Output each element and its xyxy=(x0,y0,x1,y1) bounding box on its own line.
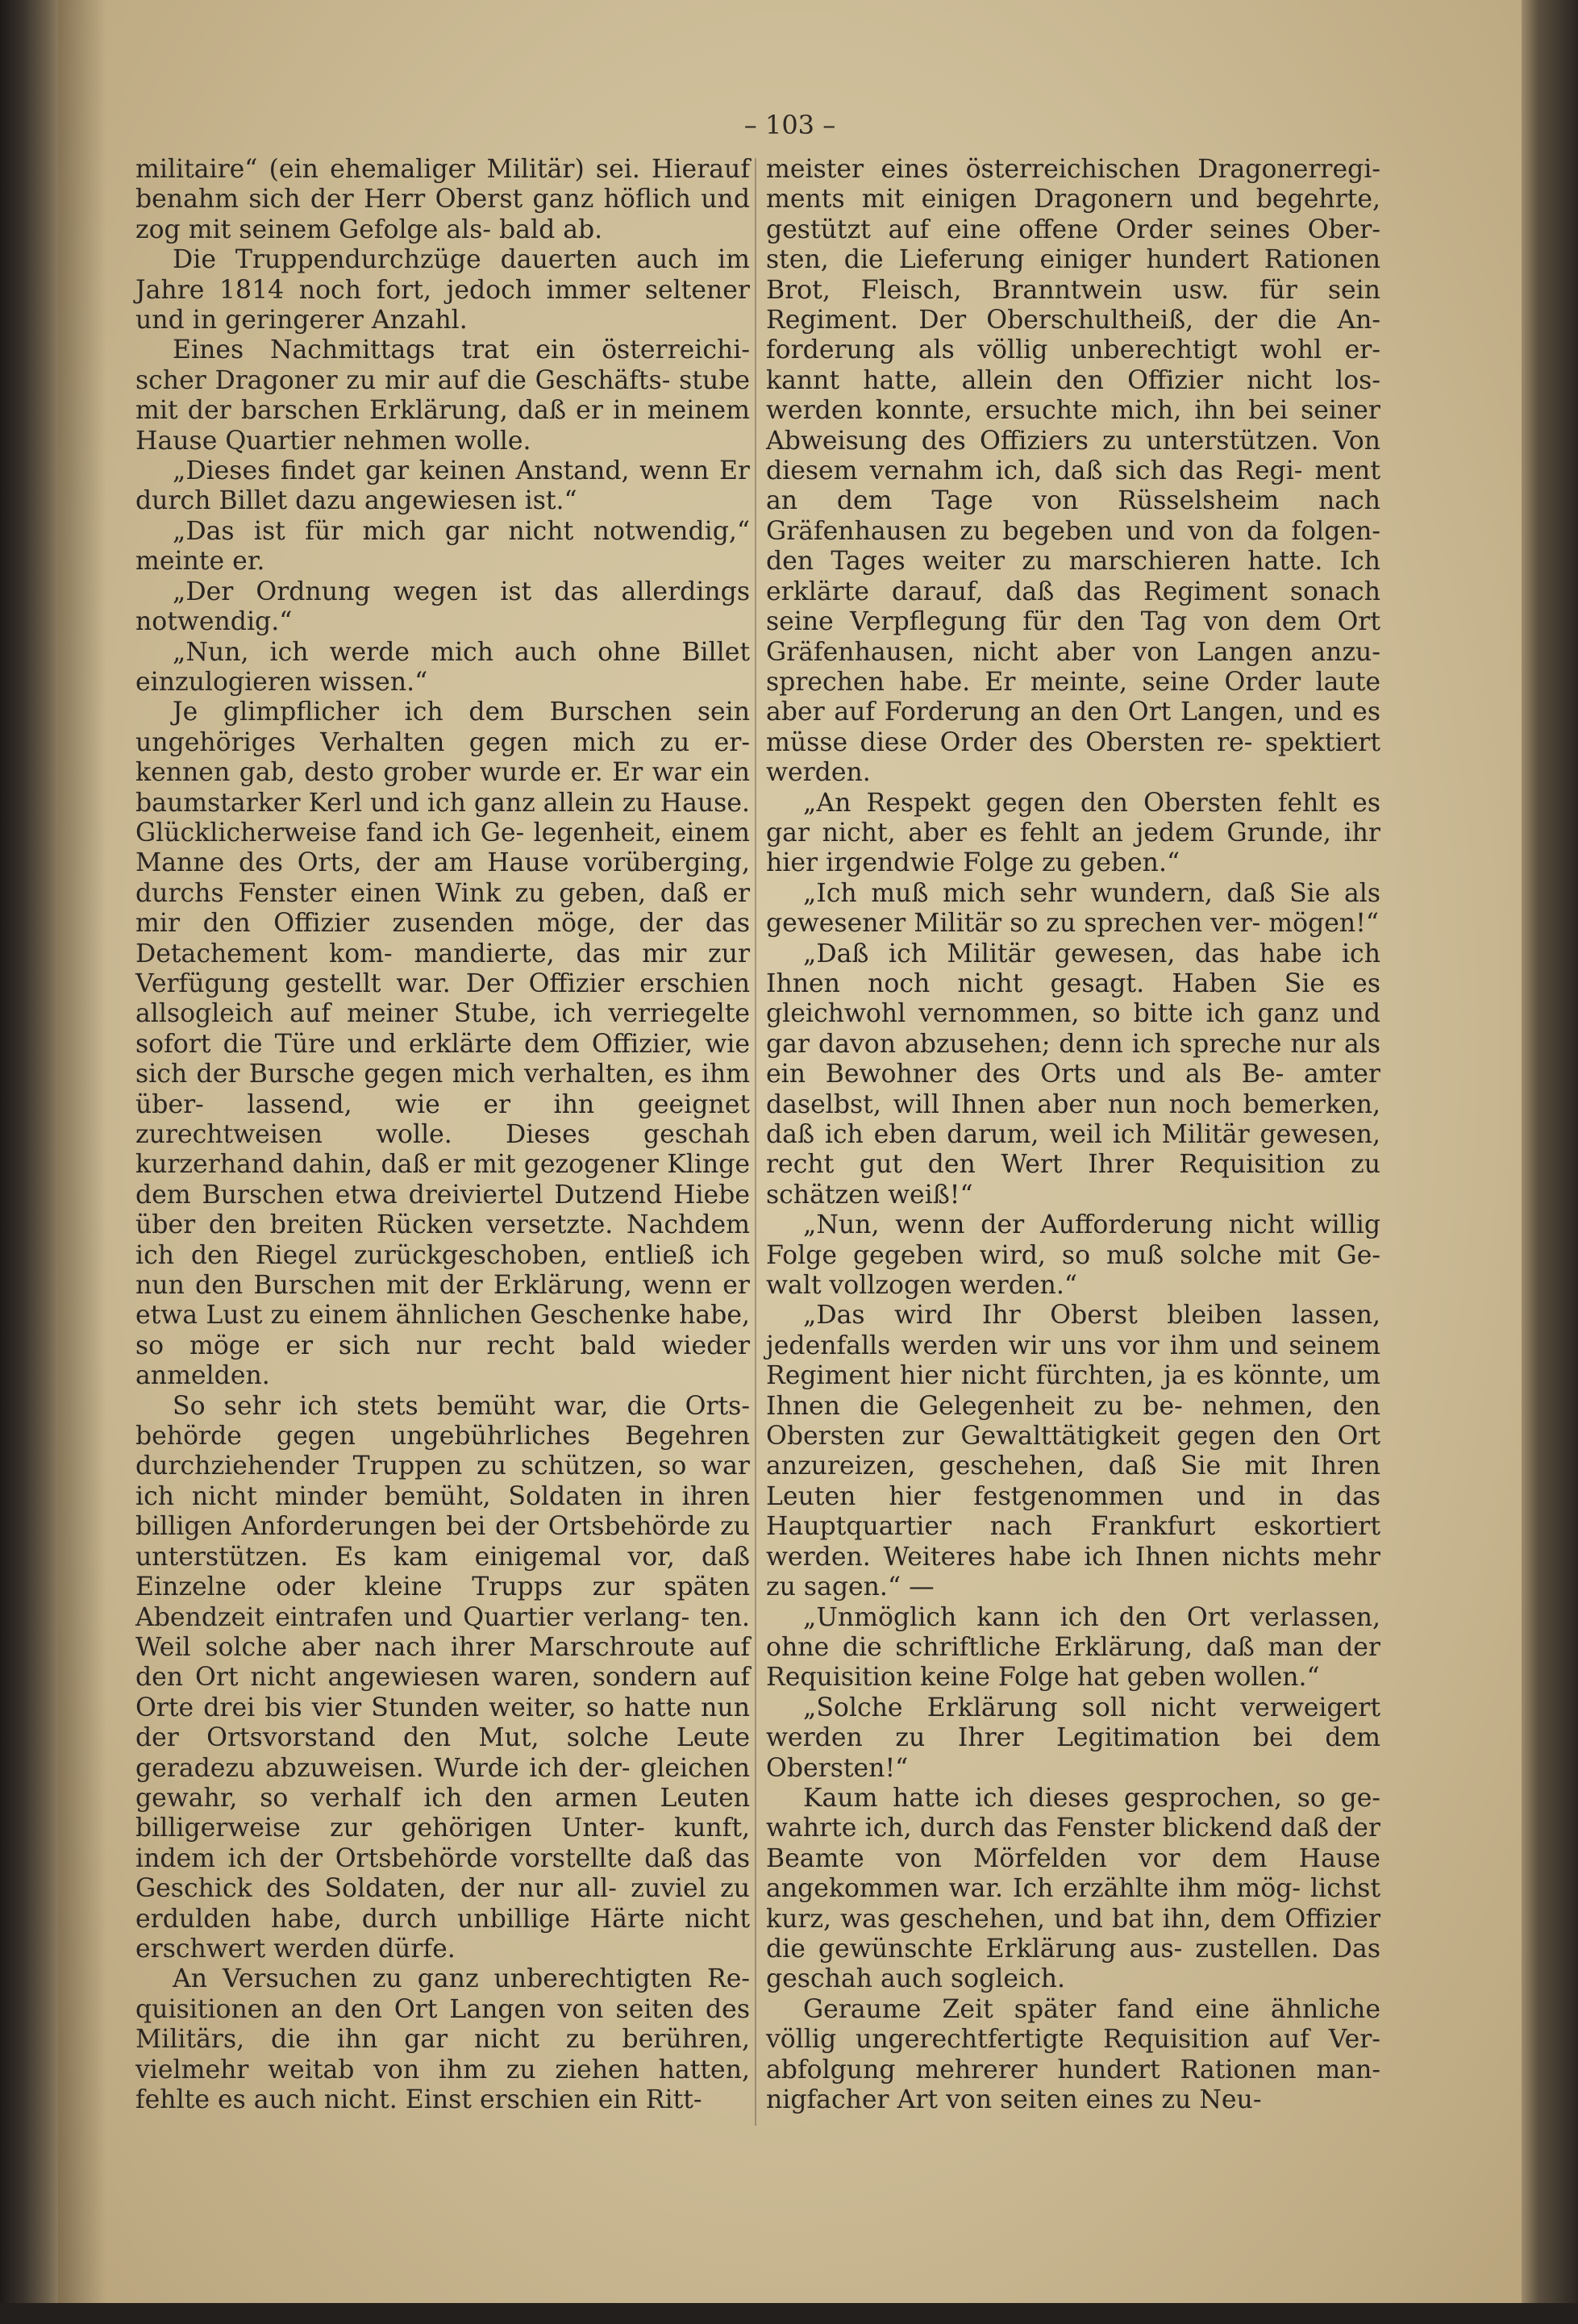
paragraph: „Daß ich Militär gewesen, das habe ich Ihnen noch nicht gesagt. Haben Sie es gleichwohl vernommen, so bitte ich ganz und gar davon abzusehen; denn ich spreche nur als ein Bewohner des Orts und als Be- amter daselbst, will Ihnen aber nun noch bemerken, daß ich eben darum, weil ich Militär gewesen, recht gut den Wert Ihrer Requisition zu schätzen weiß!“ xyxy=(766,939,1380,1210)
bottom-edge xyxy=(0,2303,1578,2324)
paragraph: „Das ist für mich gar nicht notwendig,“ meinte er. xyxy=(135,516,750,577)
paragraph: Die Truppendurchzüge dauerten auch im Jahre 1814 noch fort, jedoch immer seltener und in geringerer Anzahl. xyxy=(135,245,750,335)
paragraph: Kaum hatte ich dieses gesprochen, so ge- wahrte ich, durch das Fenster blickend daß der Beamte von Mörfelden vor dem Hause angekommen war. Ich erzählte ihm mög- lichst kurz, was geschehen, und bat ihn, dem Offizier die gewünschte Erklärung aus- zustellen. Das geschah auch sogleich. xyxy=(766,1783,1380,1994)
paragraph: „Solche Erklärung soll nicht verweigert werden zu Ihrer Legitimation bei dem Obersten!“ xyxy=(766,1693,1380,1783)
paragraph: „Der Ordnung wegen ist das allerdings notwendig.“ xyxy=(135,577,750,637)
paragraph: „Das wird Ihr Oberst bleiben lassen, jedenfalls werden wir uns vor ihm und seinem Regiment hier nicht fürchten, ja es könnte, um Ihnen die Gelegenheit zu be- nehmen, den Obersten zur Gewalttätigkeit gegen den Ort anzureizen, geschehen, daß Sie mit Ihren Leuten hier festgenommen und in das Hauptquartier nach Frankfurt eskortiert werden. Weiteres habe ich Ihnen nichts mehr zu sagen.“ — xyxy=(766,1301,1380,1602)
paragraph: Eines Nachmittags trat ein österreichi- scher Dragoner zu mir auf die Geschäfts- stube mit der barschen Erklärung, daß er in meinem Hause Quartier nehmen wolle. xyxy=(135,335,750,456)
paragraph: So sehr ich stets bemüht war, die Orts- behörde gegen ungebührliches Begehren durchziehender Truppen zu schützen, so war ich nicht minder bemüht, Soldaten in ihren billigen Anforderungen bei der Ortsbehörde zu unterstützen. Es kam einigemal vor, daß Einzelne oder kleine Trupps zur späten Abendzeit eintrafen und Quartier verlang- ten. Weil solche aber nach ihrer Marschroute auf den Ort nicht angewiesen waren, sondern auf Orte drei bis vier Stunden weiter, so hatte nun der Ortsvorstand den Mut, solche Leute geradezu abzuweisen. Wurde ich der- gleichen gewahr, so verhalf ich den armen Leuten billigerweise zur gehörigen Unter- kunft, indem ich der Ortsbehörde vorstellte daß das Geschick des Soldaten, der nur all- zuviel zu erdulden habe, durch unbillige Härte nicht erschwert werden dürfe. xyxy=(135,1391,750,1964)
paragraph: „Nun, ich werde mich auch ohne Billet einzulogieren wissen.“ xyxy=(135,637,750,697)
book-spine xyxy=(0,0,58,2324)
paragraph: „Dieses findet gar keinen Anstand, wenn Er durch Billet dazu angewiesen ist.“ xyxy=(135,456,750,516)
page-number: – 103 – xyxy=(743,110,836,140)
paragraph: An Versuchen zu ganz unberechtigten Re- quisitionen an den Ort Langen von seiten des Militärs, die ihn gar nicht zu berühren, vielmehr weitab von ihm zu ziehen hatten, fehlte es auch nicht. Einst erschien ein Ritt- xyxy=(135,1964,750,2114)
paragraph: militaire“ (ein ehemaliger Militär) sei. Hierauf benahm sich der Herr Oberst ganz höflich und zog mit seinem Gefolge als- bald ab. xyxy=(135,155,750,244)
left-column xyxy=(135,155,750,2115)
paragraph: Geraume Zeit später fand eine ähnliche völlig ungerechtfertigte Requisition auf Ver- abfolgung mehrerer hundert Rationen man- nigfacher Art von seiten eines zu Neu- xyxy=(766,1994,1380,2114)
page-edge xyxy=(1522,0,1578,2324)
paragraph: „Ich muß mich sehr wundern, daß Sie als gewesener Militär so zu sprechen ver- mögen!“ xyxy=(766,878,1380,939)
paragraph: „An Respekt gegen den Obersten fehlt es gar nicht, aber es fehlt an jedem Grunde, ihr hier irgendwie Folge zu geben.“ xyxy=(766,788,1380,878)
paragraph: „Nun, wenn der Aufforderung nicht willig Folge gegeben wird, so muß solche mit Ge- walt vollzogen werden.“ xyxy=(766,1210,1380,1301)
paragraph: meister eines österreichischen Dragonerregi- ments mit einigen Dragonern und begehrte, gestützt auf eine offene Order seines Ober- sten, die Lieferung einiger hundert Rationen Brot, Fleisch, Branntwein usw. für sein Regiment. Der Oberschultheiß, der die An- forderung als völlig unberechtigt wohl er- kannt hatte, allein den Offizier nicht los- werden konnte, ersuchte mich, ihn bei seiner Abweisung des Offiziers zu unterstützen. Von diesem vernahm ich, daß sich das Regi- ment an dem Tage von Rüsselsheim nach Gräfenhausen zu begeben und von da folgen- den Tages weiter zu marschieren hatte. Ich erklärte darauf, daß das Regiment sonach seine Verpflegung für den Tag von dem Ort Gräfenhausen, nicht aber von Langen anzu- sprechen habe. Er meinte, seine Order laute aber auf Forderung an den Ort Langen, und es müsse diese Order des Obersten re- spektiert werden. xyxy=(766,155,1380,788)
column-divider xyxy=(755,158,756,2126)
right-column xyxy=(766,155,1380,2115)
paragraph: Je glimpflicher ich dem Burschen sein ungehöriges Verhalten gegen mich zu er- kennen gab, desto grober wurde er. Er war ein baumstarker Kerl und ich ganz allein zu Hause. Glücklicherweise fand ich Ge- legenheit, einem Manne des Orts, der am Hause vorüberging, durchs Fenster einen Wink zu geben, daß er mir den Offizier zusenden möge, der das Detachement kom- mandierte, das mir zur Verfügung gestellt war. Der Offizier erschien allsogleich auf meiner Stube, ich verriegelte sofort die Türe und erklärte dem Offizier, wie sich der Bursche gegen mich verhalten, es ihm über- lassend, wie er ihn geeignet zurechtweisen wolle. Dieses geschah kurzerhand dahin, daß er mit gezogener Klinge dem Burschen etwa dreiviertel Dutzend Hiebe über den breiten Rücken versetzte. Nachdem ich den Riegel zurückgeschoben, entließ ich nun den Burschen mit der Erklärung, wenn er etwa Lust zu einem ähnlichen Geschenke habe, so möge er sich nur recht bald wieder anmelden. xyxy=(135,698,750,1391)
paragraph: „Unmöglich kann ich den Ort verlassen, ohne die schriftliche Erklärung, daß man der Requisition keine Folge hat geben wollen.“ xyxy=(766,1602,1380,1693)
page xyxy=(58,0,1522,2306)
